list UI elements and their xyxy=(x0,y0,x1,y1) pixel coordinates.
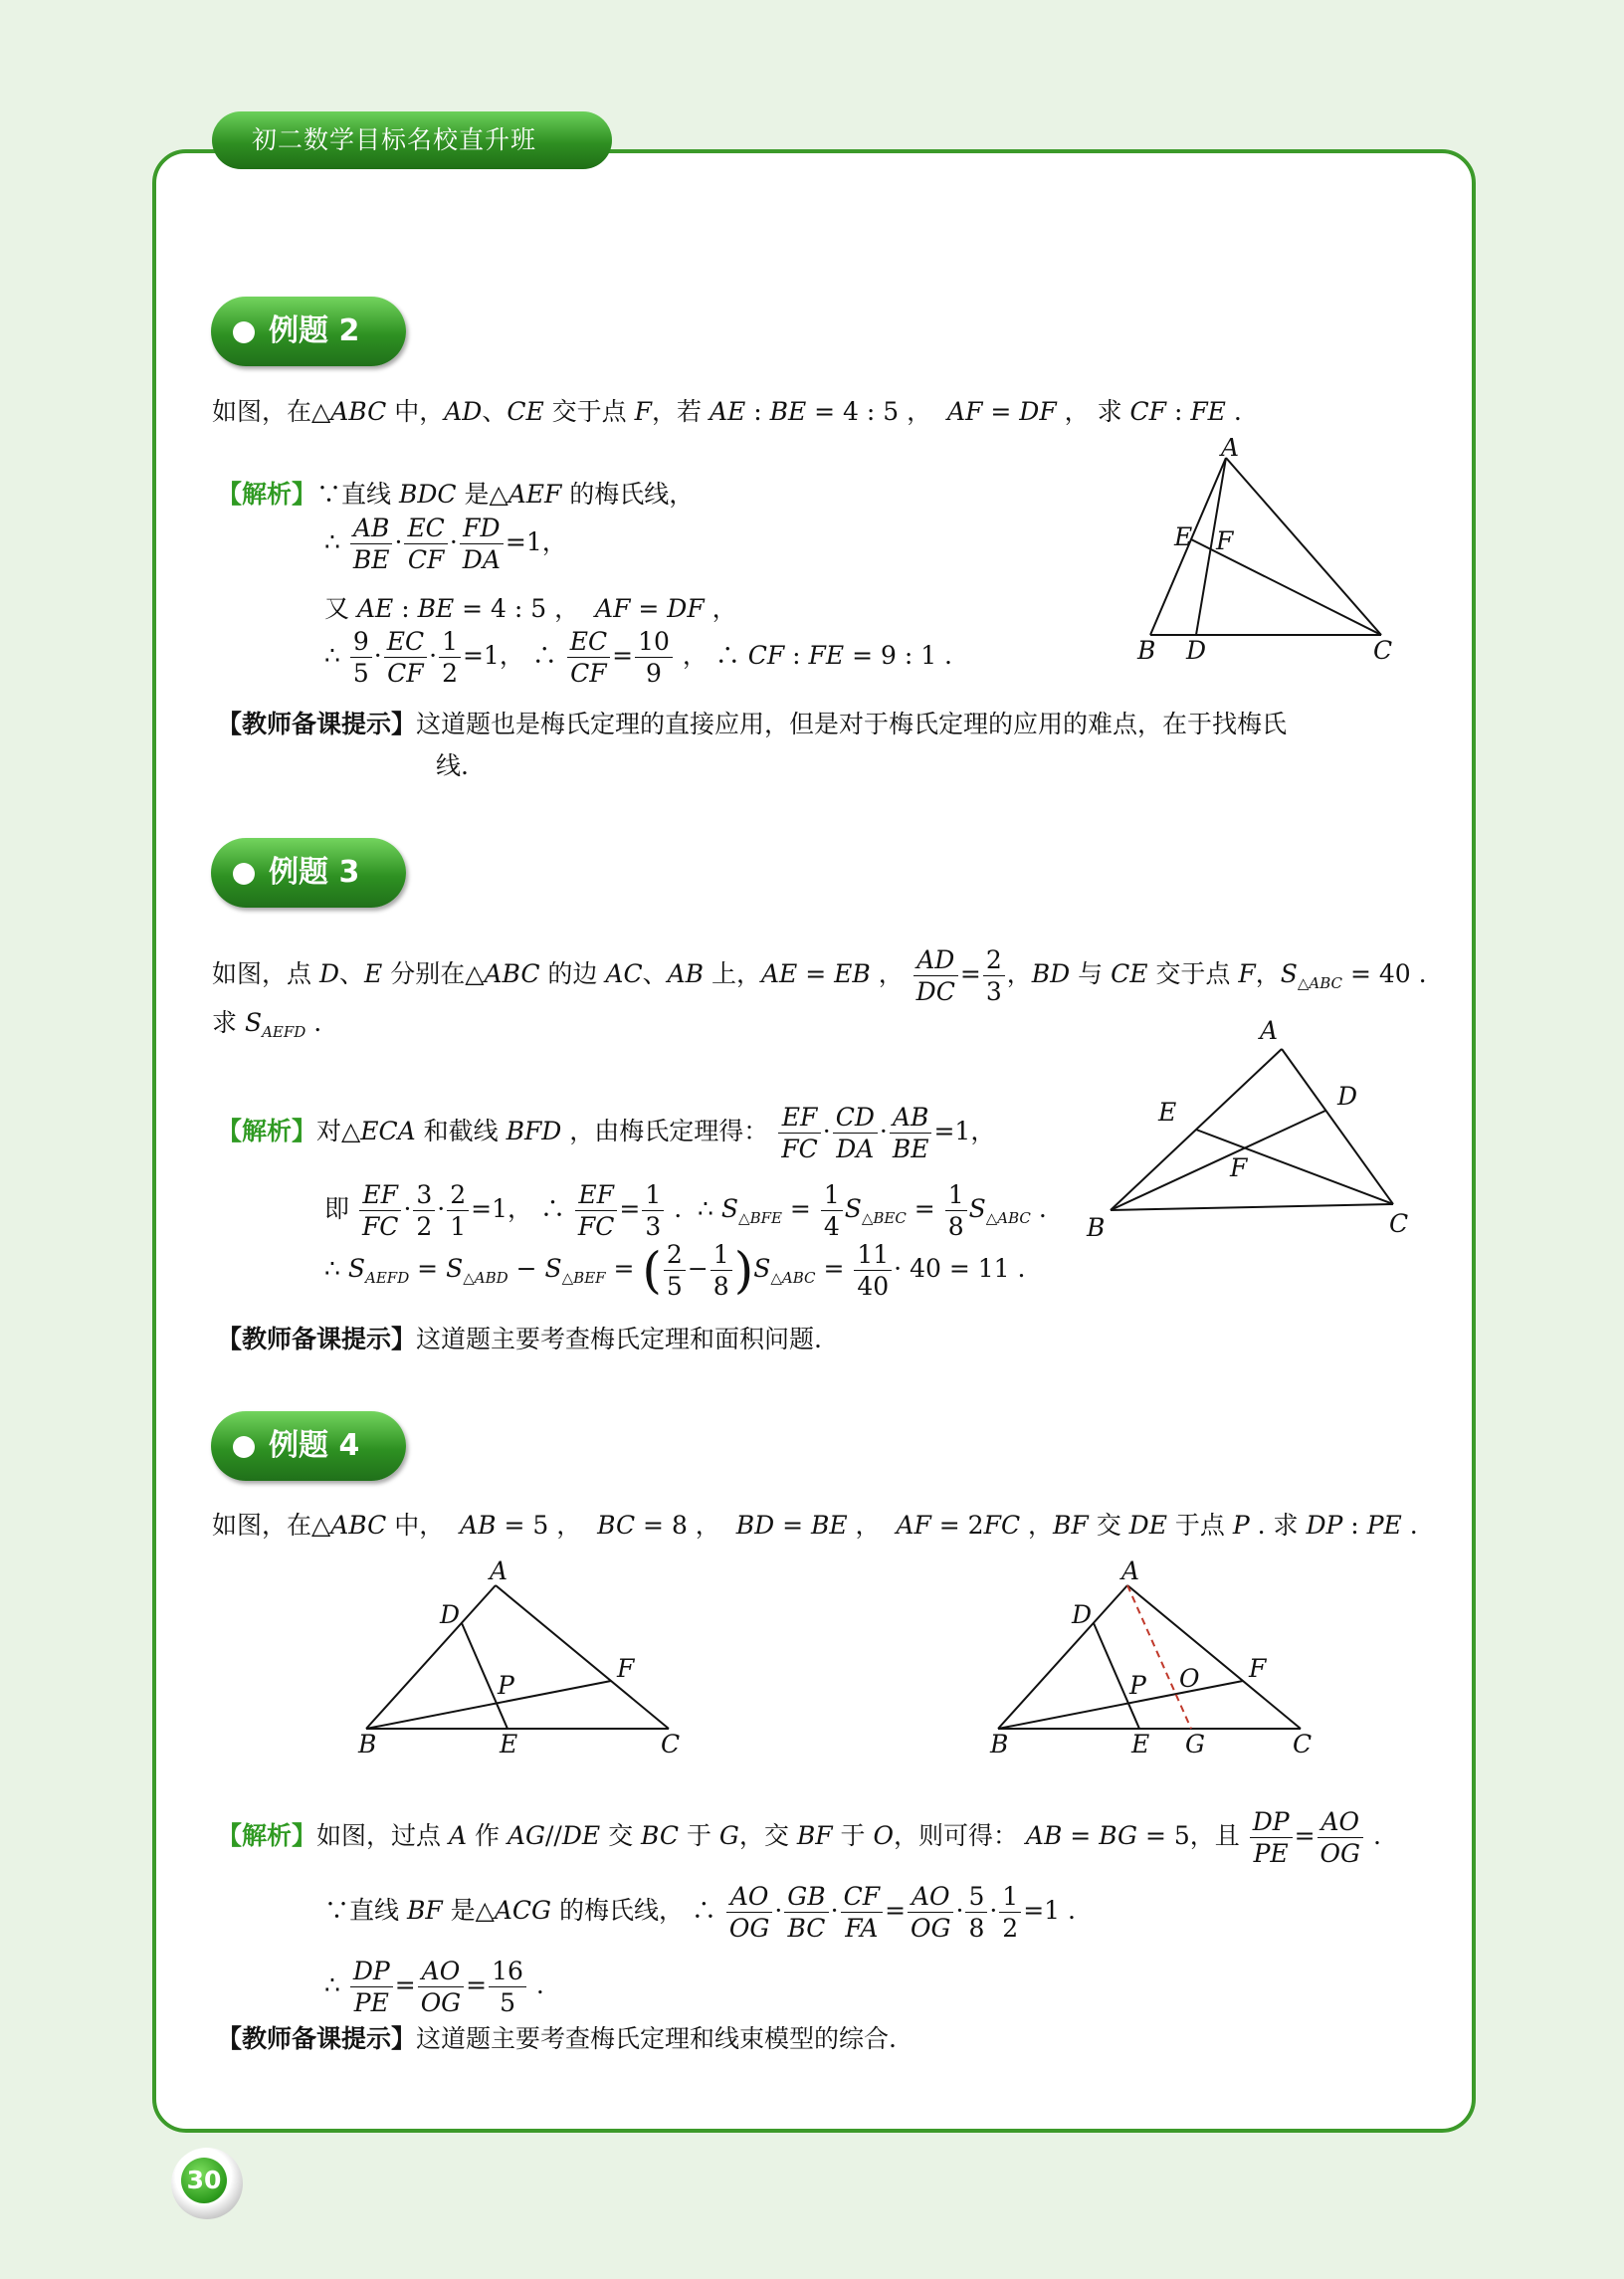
label-b: B xyxy=(1137,636,1156,665)
example-3-solution-line2: 即 $\frac{EF}{FC}$ · $\frac{3}{2}$ · $\frac{2}{1}$ =1， ∴ $\frac{EF}{FC}$ = $\frac{1}{3}$ . ∴ $S_{\triangle BFE}$ = $\frac{1}{4}$ $S_{\triangle BEC}$ = $\frac{1}{8}$ $S_{\triangle ABC}$ . xyxy=(324,1180,1047,1241)
segment-ac xyxy=(496,1585,669,1729)
dashed-segment-ag xyxy=(1127,1585,1191,1729)
label-d: D xyxy=(1186,636,1207,665)
example-4-tip: 【教师备课提示】这道题主要考查梅氏定理和线束模型的综合. xyxy=(217,2024,897,2053)
example-3-tip: 【教师备课提示】这道题主要考查梅氏定理和面积问题. xyxy=(217,1325,822,1353)
bullet-icon xyxy=(233,1436,255,1458)
bullet-icon xyxy=(233,863,255,885)
label-g: G xyxy=(1185,1730,1205,1757)
label-b: B xyxy=(990,1730,1009,1757)
label-c: C xyxy=(1293,1730,1313,1757)
segment-ec xyxy=(1196,1130,1393,1204)
label-e: E xyxy=(1158,1098,1177,1127)
label-c: C xyxy=(661,1730,681,1757)
example-2-solution-line2: ∴ $\frac{AB}{BE}$ · $\frac{EC}{CF}$ · $\frac{FD}{DA}$ =1， xyxy=(324,514,567,574)
example-3-problem: 如图，点 D、E 分别在△ABC 的边 AC、AB 上，AE = EB ， $\frac{AD}{DC}$ = $\frac{2}{3}$ ，BD 与 CE 交于点 F，$S_{\triangle ABC} = 40$ . xyxy=(212,945,1427,1006)
label-o: O xyxy=(1179,1664,1200,1693)
label-f: F xyxy=(1230,1153,1248,1182)
example-2-problem: 如图，在△ABC 中，AD、CE 交于点 F，若 AE : BE = 4 : 5 ， AF = DF ， 求 CF : FE . xyxy=(212,397,1242,426)
example-4-problem: 如图，在△ABC 中， AB = 5 ， BC = 8 ， BD = BE ， AF = 2FC ，BF 交 DE 于点 P . 求 DP : PE . xyxy=(212,1511,1418,1540)
label-d: D xyxy=(1072,1600,1093,1629)
page-number-badge xyxy=(171,2148,243,2219)
example-2-tip: 【教师备课提示】这道题也是梅氏定理的直接应用，但是对于梅氏定理的应用的难点，在于找梅氏 xyxy=(217,710,1288,738)
label-a: A xyxy=(1260,1016,1279,1045)
example-4-solution-line1: 【解析】如图，过点 A 作 AG//DE 交 BC 于 G，交 BF 于 O，则可得： AB = BG = 5，且 $\frac{DP}{PE}$ = $\frac{AO}{OG}$ . xyxy=(217,1807,1381,1868)
example-3-solution-line1: 【解析】对△ECA 和截线 BFD ，由梅氏定理得： $\frac{EF}{FC}$ · $\frac{CD}{DA}$ · $\frac{AB}{BE}$ =1， xyxy=(217,1103,996,1163)
example-3-solution-line3: ∴ $S_{AEFD} = S_{\triangle ABD} - S_{\triangle BEF}$ = ( $\frac{2}{5}$ − $\frac{1}{8}$ )$S_{\triangle ABC}$ = $\frac{11}{40}$ · 40 = 11 . xyxy=(324,1240,1026,1301)
segment-bd xyxy=(1111,1111,1325,1210)
label-f: F xyxy=(1216,526,1234,555)
example-3-problem-line2: 求 $S_{AEFD}$ . xyxy=(212,1008,322,1041)
example-2-badge: 例题 2 xyxy=(211,297,406,366)
label-b: B xyxy=(358,1730,377,1757)
label-e: E xyxy=(1131,1730,1150,1757)
label-d: D xyxy=(1337,1082,1358,1111)
label-f: F xyxy=(617,1654,635,1683)
example-2-solution-line4: ∴ $\frac{9}{5}$ · $\frac{EC}{CF}$ · $\frac{1}{2}$ =1， ∴ $\frac{EC}{CF}$ = $\frac{10}{9}$ ， ∴ CF : FE = 9 : 1 . xyxy=(324,627,953,688)
header-title: 初二数学目标名校直升班 xyxy=(212,111,612,169)
label-c: C xyxy=(1373,636,1393,665)
label-e: E xyxy=(1174,522,1193,551)
segment-ac xyxy=(1127,1585,1301,1729)
example-4-badge: 例题 4 xyxy=(211,1411,406,1481)
bullet-icon xyxy=(233,321,255,343)
example-4-figure-2 xyxy=(970,1557,1328,1757)
label-a: A xyxy=(1121,1557,1140,1585)
label-p: P xyxy=(1129,1671,1146,1700)
example-2-figure xyxy=(1124,438,1413,667)
example-4-solution-line2: ∵直线 BF 是△ACG 的梅氏线， ∴ $\frac{AO}{OG}$ · $\frac{GB}{BC}$ · $\frac{CF}{FA}$ = $\frac{AO}{OG}$ · $\frac{5}{8}$ · $\frac{1}{2}$ =1 . xyxy=(324,1882,1076,1943)
segment-ac xyxy=(1226,458,1381,635)
label-a: A xyxy=(1221,438,1240,462)
example-2-solution-line1: 【解析】∵直线 BDC 是△AEF 的梅氏线， xyxy=(217,480,695,509)
segment-ac xyxy=(1282,1049,1393,1204)
example-4-figure-1 xyxy=(338,1557,697,1757)
label-p: P xyxy=(498,1671,514,1700)
example-2-solution-line3: 又 AE : BE = 4 : 5 ， AF = DF ， xyxy=(324,594,737,623)
label-b: B xyxy=(1087,1213,1106,1242)
label-a: A xyxy=(490,1557,508,1585)
example-3-figure xyxy=(1075,1015,1423,1244)
label-e: E xyxy=(500,1730,518,1757)
example-2-tip-cont: 线. xyxy=(436,751,469,780)
label-c: C xyxy=(1389,1209,1409,1238)
label-d: D xyxy=(440,1600,461,1629)
page-number: 30 xyxy=(181,2158,227,2203)
segment-bc xyxy=(1111,1204,1393,1210)
example-4-solution-line3: ∴ $\frac{DP}{PE}$ = $\frac{AO}{OG}$ = $\frac{16}{5}$ . xyxy=(324,1957,544,2017)
example-3-badge: 例题 3 xyxy=(211,838,406,908)
label-f: F xyxy=(1249,1654,1267,1683)
